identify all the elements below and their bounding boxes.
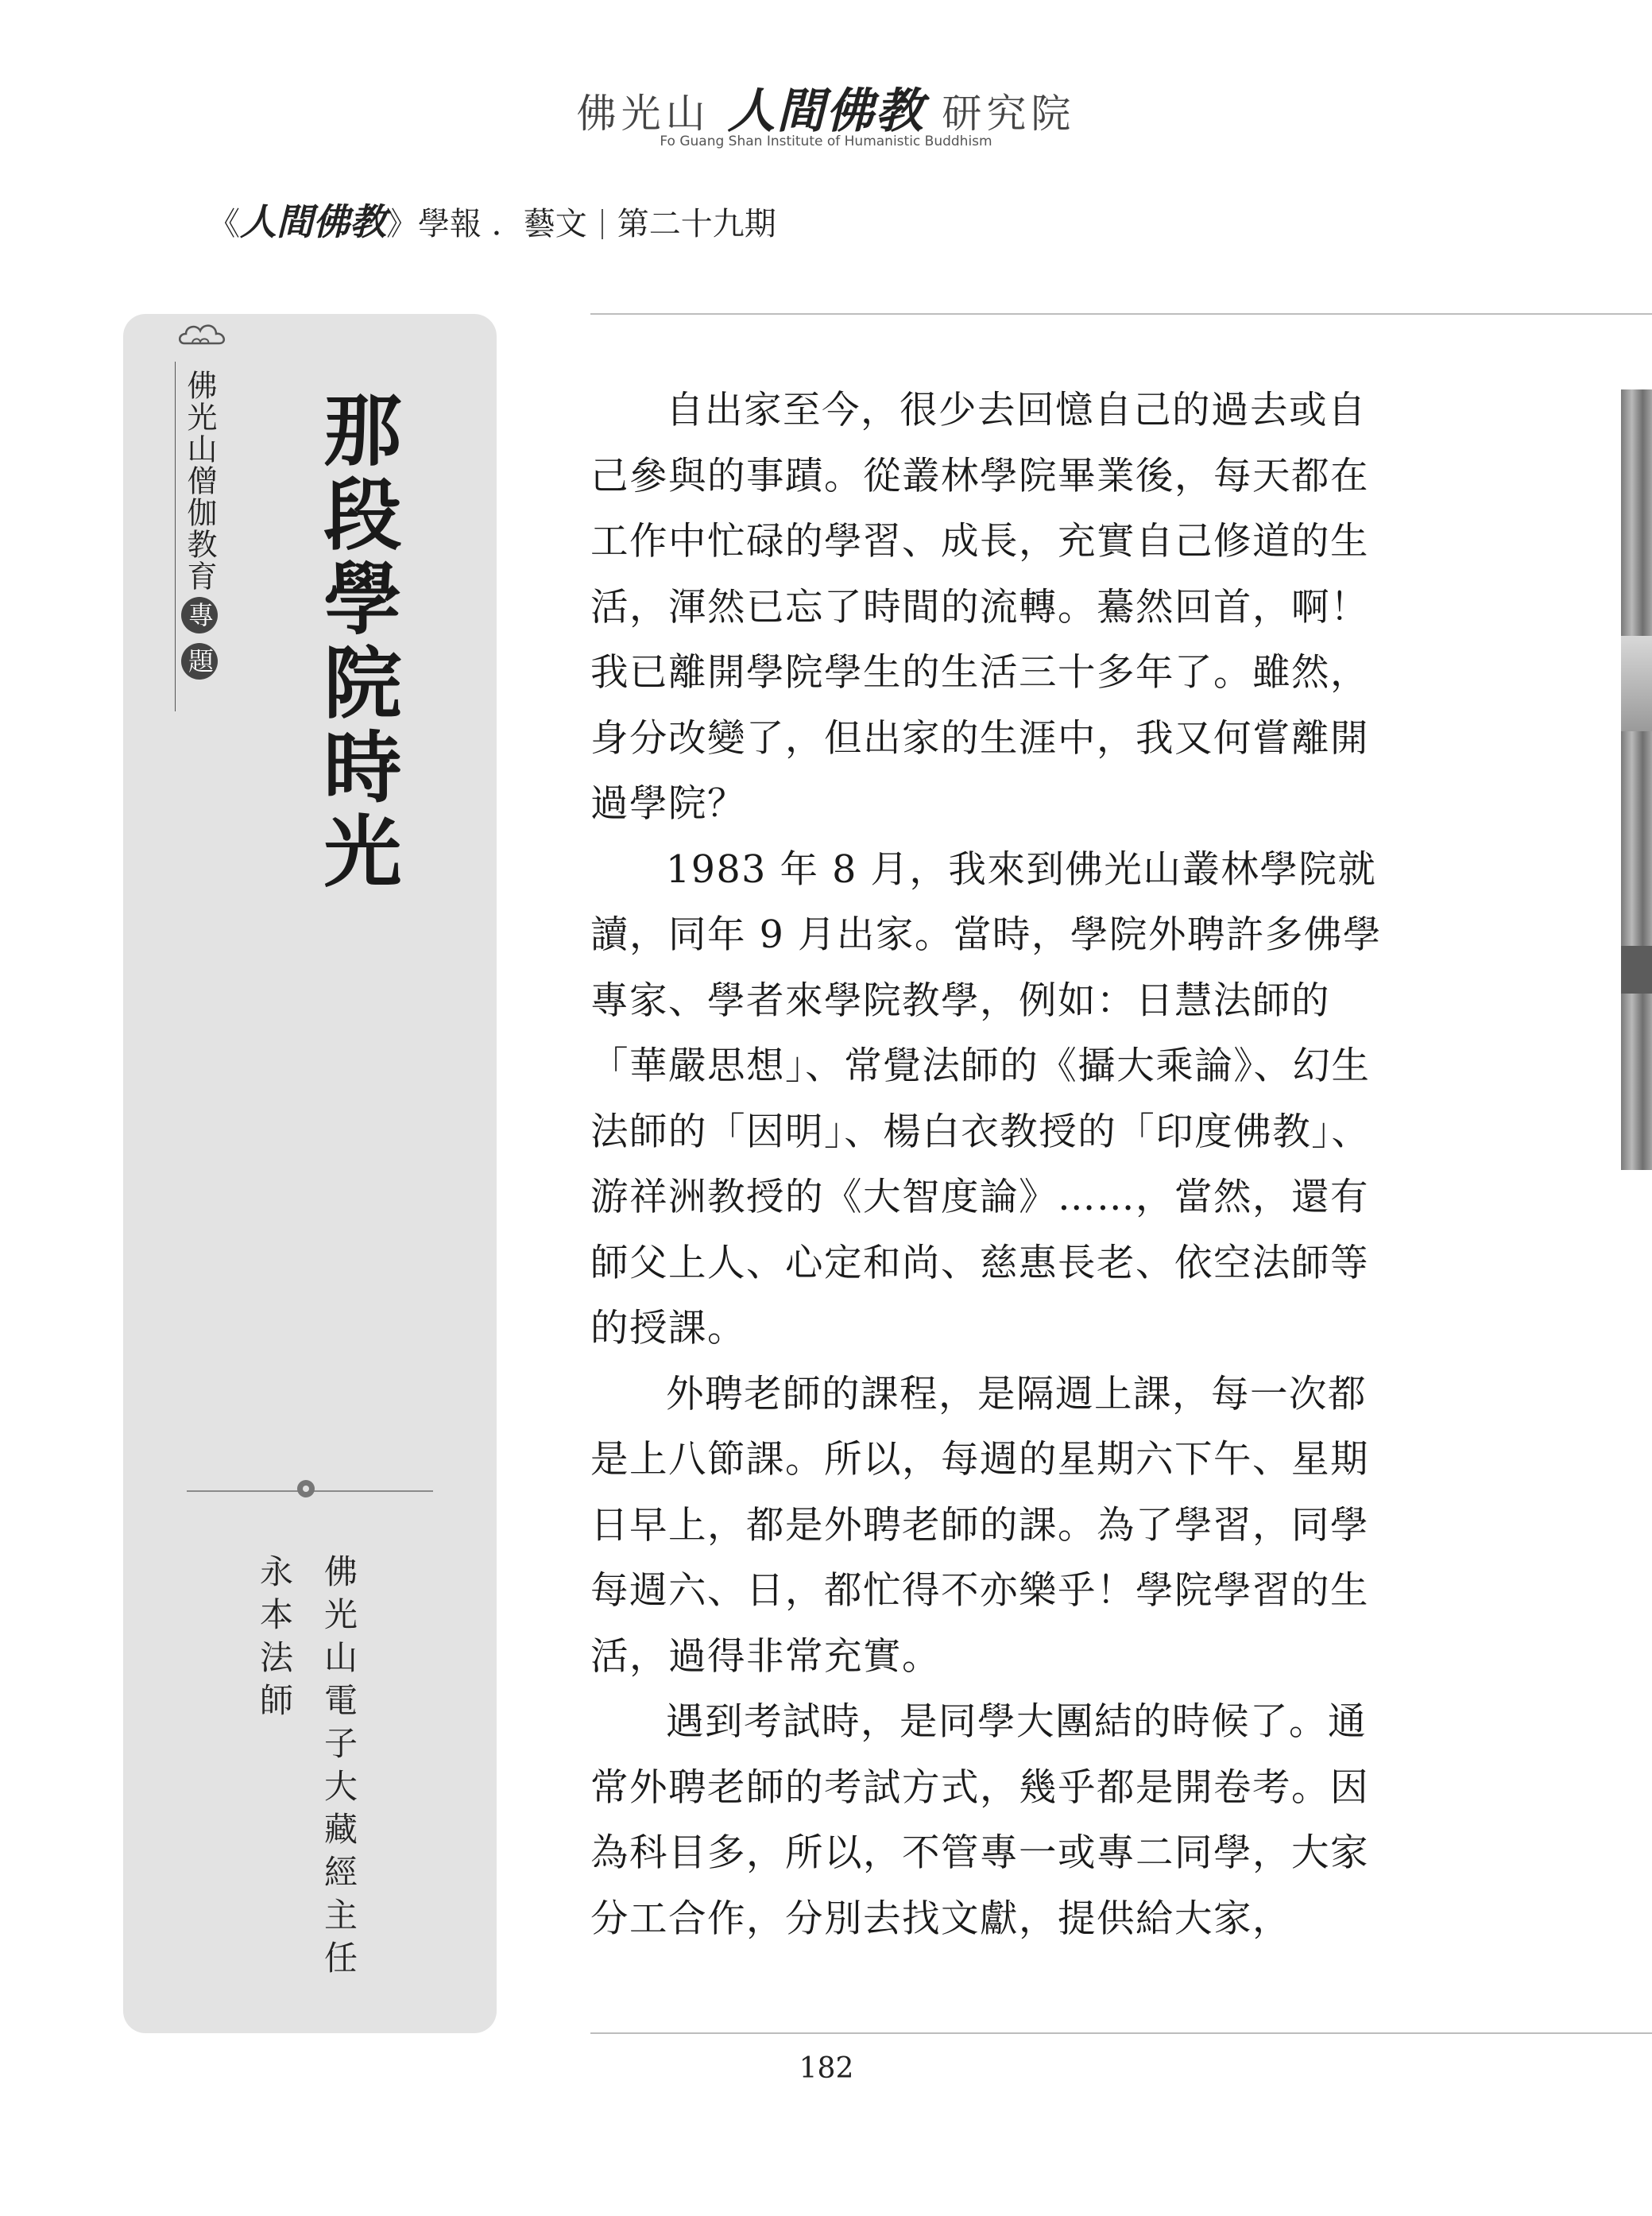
cropped-photo-strip bbox=[1621, 389, 1652, 1170]
section-label bbox=[181, 370, 218, 684]
institute-english-name: Fo Guang Shan Institute of Humanistic Buddhism bbox=[660, 134, 992, 149]
paragraph: 1983 年 8 月，我來到佛光山叢林學院就讀，同年 9 月出家。當時，學院外聘許多佛學專家、學者來學院教學，例如：日慧法師的「華嚴思想」、常覺法師的《攝大乘論》、幻生法師的「因明」、楊白衣教授的「印度佛教」、游祥洲教授的《大智度論》……，當然，還有師父上人、心定和尚、慈惠長老、依空法師等的授課。 bbox=[590, 847, 1382, 1350]
institute-prefix: 佛光山 bbox=[576, 91, 710, 137]
journal-line bbox=[208, 193, 776, 246]
article-title: 那段學院時光 bbox=[311, 389, 402, 895]
cloud-ornament-icon bbox=[175, 320, 230, 359]
institute-calligraphy-logo: 人間佛教 bbox=[727, 83, 925, 139]
paragraph: 外聘老師的課程，是隔週上課，每一次都是上八節課。所以，每週的星期六下午、星期日早上，都是外聘老師的課。為了學習，同學每週六、日，都忙得不亦樂乎！學院學習的生活，過得非常充實。 bbox=[590, 1372, 1369, 1679]
author-affiliation: 佛光山電子大藏經主任 bbox=[319, 1554, 358, 1983]
title-sidebar bbox=[123, 314, 497, 2033]
journal-calligraphy: 人間佛教 bbox=[240, 200, 386, 243]
institute-suffix: 研究院 bbox=[942, 91, 1076, 137]
header-divider bbox=[602, 209, 603, 239]
ornament-dot-icon bbox=[297, 1480, 315, 1497]
section-vertical-rule bbox=[175, 362, 176, 711]
top-rule bbox=[590, 313, 1652, 315]
article-body bbox=[590, 378, 1401, 1952]
institute-header bbox=[0, 73, 1652, 141]
badge-char-1: 專 bbox=[181, 597, 218, 633]
page-number: 182 bbox=[799, 2052, 854, 2085]
paragraph: 遇到考試時，是同學大團結的時候了。通常外聘老師的考試方式，幾乎都是開卷考。因為科目多，所以，不管專一或專二同學，大家分工合作，分別去找文獻，提供給大家， bbox=[590, 1700, 1369, 1941]
journal-open: 《 bbox=[208, 206, 240, 242]
bottom-rule bbox=[590, 2032, 1652, 2034]
paragraph: 自出家至今，很少去回憶自己的過去或自己參與的事蹟。從叢林學院畢業後，每天都在工作中忙碌的學習、成長，充實自己修道的生活，渾然已忘了時間的流轉。驀然回首，啊！我已離開學院學生的生活三十多年了。雖然，身分改變了，但出家的生涯中，我又何嘗離開過學院？ bbox=[590, 389, 1369, 826]
journal-close: 》學報 ．藝文 bbox=[386, 206, 587, 242]
badge-char-2: 題 bbox=[181, 643, 218, 680]
section-label-text: 佛光山僧伽教育 bbox=[182, 370, 217, 592]
issue-label: 第二十九期 bbox=[617, 206, 776, 242]
author-name: 永本法師 bbox=[255, 1554, 294, 1726]
